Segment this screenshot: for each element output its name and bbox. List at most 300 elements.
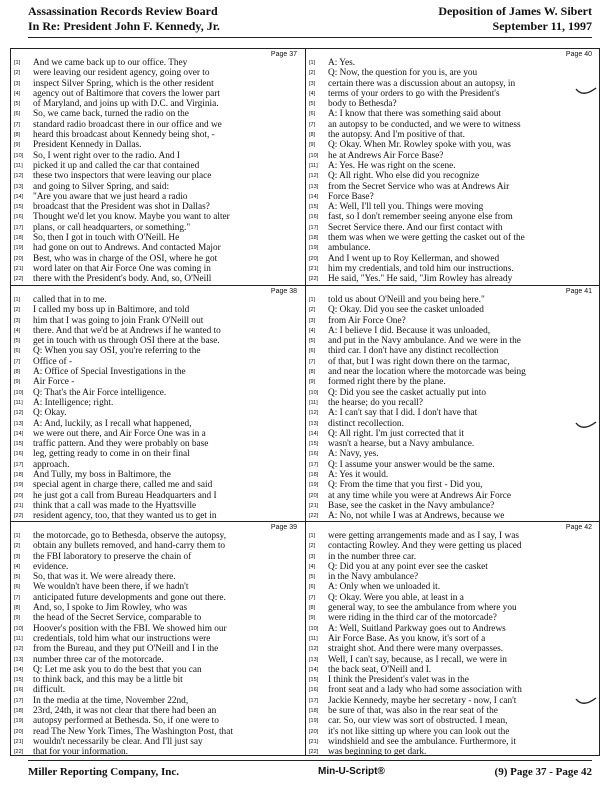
transcript-line xyxy=(11,737,305,747)
line-text: in the number three car. xyxy=(328,551,417,562)
line-text: it's not like sitting up where you can look out the xyxy=(328,726,510,737)
line-text: Well, I can't say, because, as I recall, we were in xyxy=(328,654,507,665)
line-text: Q: That's the Air Force intelligence. xyxy=(33,387,167,398)
line-number: [22] xyxy=(14,513,24,520)
line-number: [19] xyxy=(14,482,24,489)
line-number: [21] xyxy=(309,738,319,745)
line-number: [21] xyxy=(309,265,319,272)
line-number: [4] xyxy=(309,327,316,334)
transcript-line xyxy=(11,439,305,449)
transcript-line xyxy=(306,644,600,654)
line-text: from Air Force One? xyxy=(328,315,406,326)
line-text: of that, but I was right down there on the tarmac, xyxy=(328,356,510,367)
line-number: [15] xyxy=(14,677,24,684)
transcript-line xyxy=(11,562,305,572)
transcript-line xyxy=(11,305,305,315)
line-text: heard this broadcast about Kennedy being shot, - xyxy=(33,130,215,141)
line-number: [7] xyxy=(309,358,316,365)
line-number: [13] xyxy=(309,183,319,190)
header-deposition-title: Deposition of James W. Sibert xyxy=(438,4,592,18)
transcript-line xyxy=(306,377,600,387)
transcript-line xyxy=(306,541,600,551)
line-text: straight shot. And there were many overpasses. xyxy=(328,644,504,655)
transcript-line xyxy=(11,120,305,130)
transcript-line xyxy=(306,120,600,130)
line-number: [10] xyxy=(309,152,319,159)
line-number: [22] xyxy=(14,276,24,283)
line-text: Q: Okay. Did you see the casket unloaded xyxy=(328,305,484,316)
line-number: [22] xyxy=(309,749,319,756)
transcript-line xyxy=(306,511,600,521)
line-text: the motorcade, go to Bethesda, observe the autopsy, xyxy=(33,531,227,541)
line-text: "Are you aware that we just heard a radio xyxy=(33,191,188,202)
line-text: get in touch with us through OSI there at the base. xyxy=(33,336,220,347)
line-text: Q: From the time that you first - Did you, xyxy=(328,480,483,491)
line-number: [19] xyxy=(14,718,24,725)
line-text: these two inspectors that were leaving our place xyxy=(33,171,212,182)
line-number: [20] xyxy=(14,255,24,262)
transcript-page-42 xyxy=(306,522,600,758)
transcript-line xyxy=(11,501,305,511)
transcript-line xyxy=(306,737,600,747)
header-date: September 11, 1997 xyxy=(492,19,592,33)
line-text: approach. xyxy=(33,459,70,470)
line-text: car. So, our view was sort of obstructed. I mean, xyxy=(328,716,508,727)
line-number: [12] xyxy=(309,646,319,653)
line-number: [15] xyxy=(309,441,319,448)
line-number: [8] xyxy=(309,605,316,612)
transcript-line xyxy=(306,429,600,439)
line-text: had gone on out to Andrews. And contacted Major xyxy=(33,243,221,254)
line-number: [13] xyxy=(14,420,24,427)
line-number: [8] xyxy=(14,605,21,612)
line-number: [2] xyxy=(309,543,316,550)
line-number: [7] xyxy=(14,121,21,128)
transcript-line xyxy=(11,552,305,562)
line-number: [20] xyxy=(309,255,319,262)
line-text: Office of - xyxy=(33,356,73,367)
line-number: [7] xyxy=(309,594,316,601)
line-text: was beginning to get dark. xyxy=(328,747,427,758)
line-text: contacting Rowley. And they were getting us placed xyxy=(328,541,522,552)
transcript-line xyxy=(306,634,600,644)
line-text: A: I know that there was something said about xyxy=(328,109,501,120)
line-text: broadcast that the President was shot in Dallas? xyxy=(33,202,210,213)
line-text: we were out there, and Air Force One was in a xyxy=(33,428,206,439)
line-number: [9] xyxy=(309,379,316,386)
transcript-line xyxy=(306,460,600,470)
line-text: and going to Silver Spring, and said: xyxy=(33,181,170,192)
line-text: Air Force Base. As you know, it's sort of a xyxy=(328,633,486,644)
line-number: [6] xyxy=(14,584,21,591)
line-text: certain there was a discussion about an autopsy, in xyxy=(328,78,516,89)
transcript-line xyxy=(11,295,305,305)
line-text: evidence. xyxy=(33,561,69,572)
transcript-line xyxy=(11,470,305,480)
line-text: Hoover's position with the FBI. We showed him our xyxy=(33,623,227,634)
page-header xyxy=(28,4,592,38)
page-number-label: Page 42 xyxy=(565,524,592,531)
line-text: difficult. xyxy=(33,685,66,696)
line-text: body to Bethesda? xyxy=(328,99,397,110)
line-text: autopsy performed at Bethesda. So, if one were to xyxy=(33,716,219,727)
transcript-line xyxy=(306,140,600,150)
line-number: [15] xyxy=(309,677,319,684)
line-number: [14] xyxy=(309,430,319,437)
header-case-title: In Re: President John F. Kennedy, Jr. xyxy=(28,19,220,33)
line-text: be sure of that, was also in the rear seat of the xyxy=(328,706,498,717)
line-number: [11] xyxy=(14,635,23,642)
line-text: credentials, told him what our instructions were xyxy=(33,633,211,644)
transcript-line xyxy=(11,89,305,99)
line-text: Q: When you say OSI, you're referring to the xyxy=(33,346,201,357)
transcript-line xyxy=(306,562,600,572)
line-text: Jackie Kennedy, maybe her secretary - now, I can't xyxy=(328,695,517,706)
line-number: [6] xyxy=(309,348,316,355)
transcript-lines xyxy=(306,58,600,285)
transcript-line xyxy=(306,99,600,109)
line-number: [18] xyxy=(309,708,319,715)
transcript-line xyxy=(306,202,600,212)
line-number: [10] xyxy=(309,389,319,396)
line-number: [20] xyxy=(309,492,319,499)
line-number: [15] xyxy=(309,204,319,211)
transcript-line xyxy=(306,582,600,592)
line-number: [1] xyxy=(309,533,316,539)
footer-page-range: (9) Page 37 - Page 42 xyxy=(494,766,592,778)
line-number: [18] xyxy=(14,235,24,242)
line-number: [16] xyxy=(14,214,24,221)
line-text: I called my boss up in Baltimore, and told xyxy=(33,305,190,316)
transcript-line xyxy=(306,552,600,562)
line-number: [9] xyxy=(14,142,21,149)
line-number: [8] xyxy=(14,369,21,376)
transcript-line xyxy=(11,377,305,387)
line-text: the FBI laboratory to preserve the chain of xyxy=(33,551,192,562)
transcript-line xyxy=(11,357,305,367)
transcript-page-39 xyxy=(11,522,305,758)
line-text: think that a call was made to the Hyattsville xyxy=(33,500,197,511)
line-number: [16] xyxy=(14,687,24,694)
transcript-line xyxy=(306,130,600,140)
line-number: [19] xyxy=(309,482,319,489)
line-text: A: I believe I did. Because it was unloaded, xyxy=(328,325,491,336)
line-text: third car. I don't have any distinct recollection xyxy=(328,346,499,357)
line-number: [14] xyxy=(309,193,319,200)
transcript-line xyxy=(306,655,600,665)
line-text: Air Force - xyxy=(33,377,75,388)
line-number: [3] xyxy=(309,553,316,560)
line-number: [21] xyxy=(14,738,24,745)
transcript-line xyxy=(11,243,305,253)
transcript-line xyxy=(306,747,600,757)
transcript-line xyxy=(11,511,305,521)
transcript-lines xyxy=(11,295,305,522)
page-number-label: Page 37 xyxy=(270,51,297,58)
line-number: [12] xyxy=(14,173,24,180)
line-number: [4] xyxy=(14,563,21,570)
transcript-line xyxy=(11,202,305,212)
line-number: [12] xyxy=(309,173,319,180)
line-number: [3] xyxy=(14,80,21,87)
line-text: Force Base? xyxy=(328,191,374,202)
line-text: A: Yes. xyxy=(328,58,356,68)
line-text: I think the President's valet was in the xyxy=(328,675,469,686)
line-number: [21] xyxy=(309,502,319,509)
line-number: [11] xyxy=(14,399,23,406)
line-text: were leaving our resident agency, going over to xyxy=(33,68,210,79)
line-number: [19] xyxy=(309,245,319,252)
transcript-line xyxy=(306,223,600,233)
line-text: that for your information. xyxy=(33,747,129,758)
line-text: So, I went right over to the radio. And I xyxy=(33,150,180,161)
line-number: [14] xyxy=(14,666,24,673)
transcript-line xyxy=(306,367,600,377)
line-text: Thought we'd let you know. Maybe you want to alter xyxy=(33,212,230,223)
transcript-line xyxy=(11,79,305,89)
transcript-line xyxy=(11,727,305,737)
line-text: Best, who was in charge of the OSI, where he got xyxy=(33,253,218,264)
line-text: A: No, not while I was at Andrews, because we xyxy=(328,511,505,522)
line-number: [21] xyxy=(14,502,24,509)
line-number: [12] xyxy=(309,410,319,417)
line-number: [18] xyxy=(309,472,319,479)
transcript-line xyxy=(11,254,305,264)
line-text: A: Only when we unloaded it. xyxy=(328,582,441,593)
transcript-line xyxy=(306,716,600,726)
transcript-line xyxy=(11,696,305,706)
transcript-line xyxy=(11,367,305,377)
line-number: [9] xyxy=(309,615,316,622)
line-text: Base, see the casket in the Navy ambulance? xyxy=(328,500,495,511)
line-text: were getting arrangements made and as I say, I was xyxy=(328,531,519,541)
line-text: And we came back up to our office. They xyxy=(33,58,188,68)
transcript-line xyxy=(11,582,305,592)
line-text: and near the location where the motorcade was being xyxy=(328,367,526,378)
line-number: [16] xyxy=(309,687,319,694)
line-text: picked it up and called the car that contained xyxy=(33,160,200,171)
line-number: [11] xyxy=(309,399,318,406)
page-number-label: Page 41 xyxy=(565,288,592,295)
line-number: [8] xyxy=(309,369,316,376)
line-number: [19] xyxy=(14,245,24,252)
line-text: at any time while you were at Andrews Air Force xyxy=(328,490,512,501)
transcript-line xyxy=(11,151,305,161)
line-text: the head of the Secret Service, comparable to xyxy=(33,613,202,624)
line-number: [1] xyxy=(309,60,316,66)
transcript-line xyxy=(11,572,305,582)
line-number: [12] xyxy=(14,410,24,417)
line-text: A: Yes. He was right on the scene. xyxy=(328,160,456,171)
line-number: [6] xyxy=(14,348,21,355)
line-number: [21] xyxy=(14,265,24,272)
line-text: A: I can't say that I did. I don't have that xyxy=(328,408,478,419)
line-number: [22] xyxy=(309,513,319,520)
line-text: obtain any bullets removed, and hand-carry them to xyxy=(33,541,226,552)
line-number: [18] xyxy=(14,708,24,715)
transcript-line xyxy=(306,603,600,613)
line-text: Q: All right. I'm just corrected that it xyxy=(328,428,464,439)
transcript-line xyxy=(11,336,305,346)
transcript-line xyxy=(306,388,600,398)
line-text: formed right there by the plane. xyxy=(328,377,446,388)
transcript-line xyxy=(11,212,305,222)
transcript-line xyxy=(306,326,600,336)
transcript-line xyxy=(306,357,600,367)
transcript-page-40 xyxy=(306,49,600,285)
line-text: resident agency, too, that they wanted us to get in xyxy=(33,511,217,522)
transcript-line xyxy=(306,264,600,274)
line-number: [5] xyxy=(309,101,316,108)
transcript-line xyxy=(11,171,305,181)
line-number: [22] xyxy=(14,749,24,756)
transcript-line xyxy=(306,706,600,716)
line-text: of Maryland, and joins up with D.C. and Virginia. xyxy=(33,99,219,110)
line-number: [7] xyxy=(14,594,21,601)
line-number: [12] xyxy=(14,646,24,653)
transcript-lines xyxy=(11,58,305,285)
line-text: A: And, luckily, as I recall what happened, xyxy=(33,418,192,429)
page-number-label: Page 40 xyxy=(565,51,592,58)
line-number: [5] xyxy=(309,574,316,581)
transcript-line xyxy=(306,572,600,582)
transcript-line xyxy=(11,665,305,675)
line-text: told us about O'Neill and you being here." xyxy=(328,295,485,305)
transcript-line xyxy=(11,531,305,541)
line-number: [13] xyxy=(309,420,319,427)
line-number: [2] xyxy=(14,307,21,314)
line-number: [9] xyxy=(14,379,21,386)
transcript-line xyxy=(306,89,600,99)
line-text: So, that was it. We were already there. xyxy=(33,572,176,583)
footer-rule xyxy=(28,760,592,761)
line-text: standard radio broadcast there in our office and we xyxy=(33,119,222,130)
line-number: [3] xyxy=(309,317,316,324)
line-text: A: Navy, yes. xyxy=(328,449,379,460)
line-number: [17] xyxy=(309,461,319,468)
transcript-line xyxy=(11,140,305,150)
transcript-line xyxy=(11,68,305,78)
line-text: front seat and a lady who had some association with xyxy=(328,685,522,696)
line-number: [4] xyxy=(14,90,21,97)
transcript-line xyxy=(306,696,600,706)
line-number: [18] xyxy=(14,472,24,479)
line-number: [17] xyxy=(14,461,24,468)
line-text: 23rd, 24th, it was not clear that there had been an xyxy=(33,706,217,717)
line-number: [3] xyxy=(14,317,21,324)
line-text: called that in to me. xyxy=(33,295,107,305)
line-number: [10] xyxy=(14,152,24,159)
line-text: agency out of Baltimore that covers the lower part xyxy=(33,88,220,99)
line-text: windshield and see the ambulance. Furthermore, it xyxy=(328,736,516,747)
transcript-line xyxy=(11,685,305,695)
transcript-line xyxy=(11,109,305,119)
line-text: Q: Now, the question for you is, are you xyxy=(328,68,478,79)
line-number: [10] xyxy=(14,625,24,632)
line-number: [3] xyxy=(14,553,21,560)
transcript-line xyxy=(11,655,305,665)
transcript-line xyxy=(11,192,305,202)
line-number: [2] xyxy=(309,307,316,314)
transcript-lines xyxy=(306,295,600,522)
transcript-line xyxy=(306,316,600,326)
transcript-line xyxy=(11,593,305,603)
transcript-line xyxy=(306,531,600,541)
line-number: [9] xyxy=(309,142,316,149)
line-text: Q: Okay. xyxy=(33,408,67,419)
line-text: President Kennedy in Dallas. xyxy=(33,140,142,151)
line-text: Q: All right. Who else did you recognize xyxy=(328,171,480,182)
line-text: he just got a call from Bureau Headquarters and I xyxy=(33,490,217,501)
transcript-line xyxy=(11,274,305,284)
line-text: fast, so I don't remember seeing anyone else from xyxy=(328,212,513,223)
line-number: [20] xyxy=(309,728,319,735)
transcript-line xyxy=(306,79,600,89)
transcript-line xyxy=(11,419,305,429)
transcript-line xyxy=(306,346,600,356)
line-number: [18] xyxy=(309,235,319,242)
line-number: [4] xyxy=(309,90,316,97)
line-text: an autopsy to be conducted, and we were to witness xyxy=(328,119,521,130)
line-text: Q: Did you at any point ever see the casket xyxy=(328,561,488,572)
line-number: [2] xyxy=(14,70,21,77)
header-rule xyxy=(28,37,592,38)
line-text: A: Office of Special Investigations in the xyxy=(33,367,186,378)
line-text: We wouldn't have been there, if we hadn't xyxy=(33,582,189,593)
transcript-line xyxy=(11,613,305,623)
transcript-line xyxy=(11,388,305,398)
line-text: were riding in the third car of the motorcade? xyxy=(328,613,497,624)
line-text: Q: I assume your answer would be the same. xyxy=(328,459,495,470)
line-text: the autopsy. And I'm positive of that. xyxy=(328,130,465,141)
line-text: plans, or call headquarters, or something." xyxy=(33,222,191,233)
transcript-line xyxy=(11,99,305,109)
line-number: [16] xyxy=(14,451,24,458)
transcript-line xyxy=(11,541,305,551)
transcript-line xyxy=(11,223,305,233)
line-number: [5] xyxy=(14,574,21,581)
line-number: [17] xyxy=(309,697,319,704)
transcript-line xyxy=(306,675,600,685)
line-number: [14] xyxy=(14,430,24,437)
transcript-line xyxy=(306,305,600,315)
line-number: [6] xyxy=(309,111,316,118)
line-text: And Tully, my boss in Baltimore, the xyxy=(33,470,171,481)
transcript-line xyxy=(306,491,600,501)
line-number: [14] xyxy=(309,666,319,673)
line-number: [4] xyxy=(14,327,21,334)
transcript-line xyxy=(306,243,600,253)
transcript-line xyxy=(306,624,600,634)
line-number: [16] xyxy=(309,214,319,221)
transcript-line xyxy=(306,68,600,78)
line-text: A: Yes it would. xyxy=(328,470,389,481)
line-number: [6] xyxy=(14,111,21,118)
line-text: A: Intelligence; right. xyxy=(33,397,114,408)
transcript-line xyxy=(11,491,305,501)
line-number: [20] xyxy=(14,728,24,735)
line-text: wasn't a hearse, but a Navy ambulance. xyxy=(328,439,475,450)
line-text: and put in the Navy ambulance. And we were in the xyxy=(328,336,521,347)
line-text: wouldn't necessarily be clear. And I'll just say xyxy=(33,736,203,747)
transcript-line xyxy=(306,336,600,346)
line-number: [15] xyxy=(14,204,24,211)
line-number: [7] xyxy=(14,358,21,365)
line-text: Secret Service there. And our first contact with xyxy=(328,222,503,233)
line-number: [13] xyxy=(309,656,319,663)
line-number: [5] xyxy=(14,338,21,345)
line-text: distinct recollection. xyxy=(328,418,404,429)
